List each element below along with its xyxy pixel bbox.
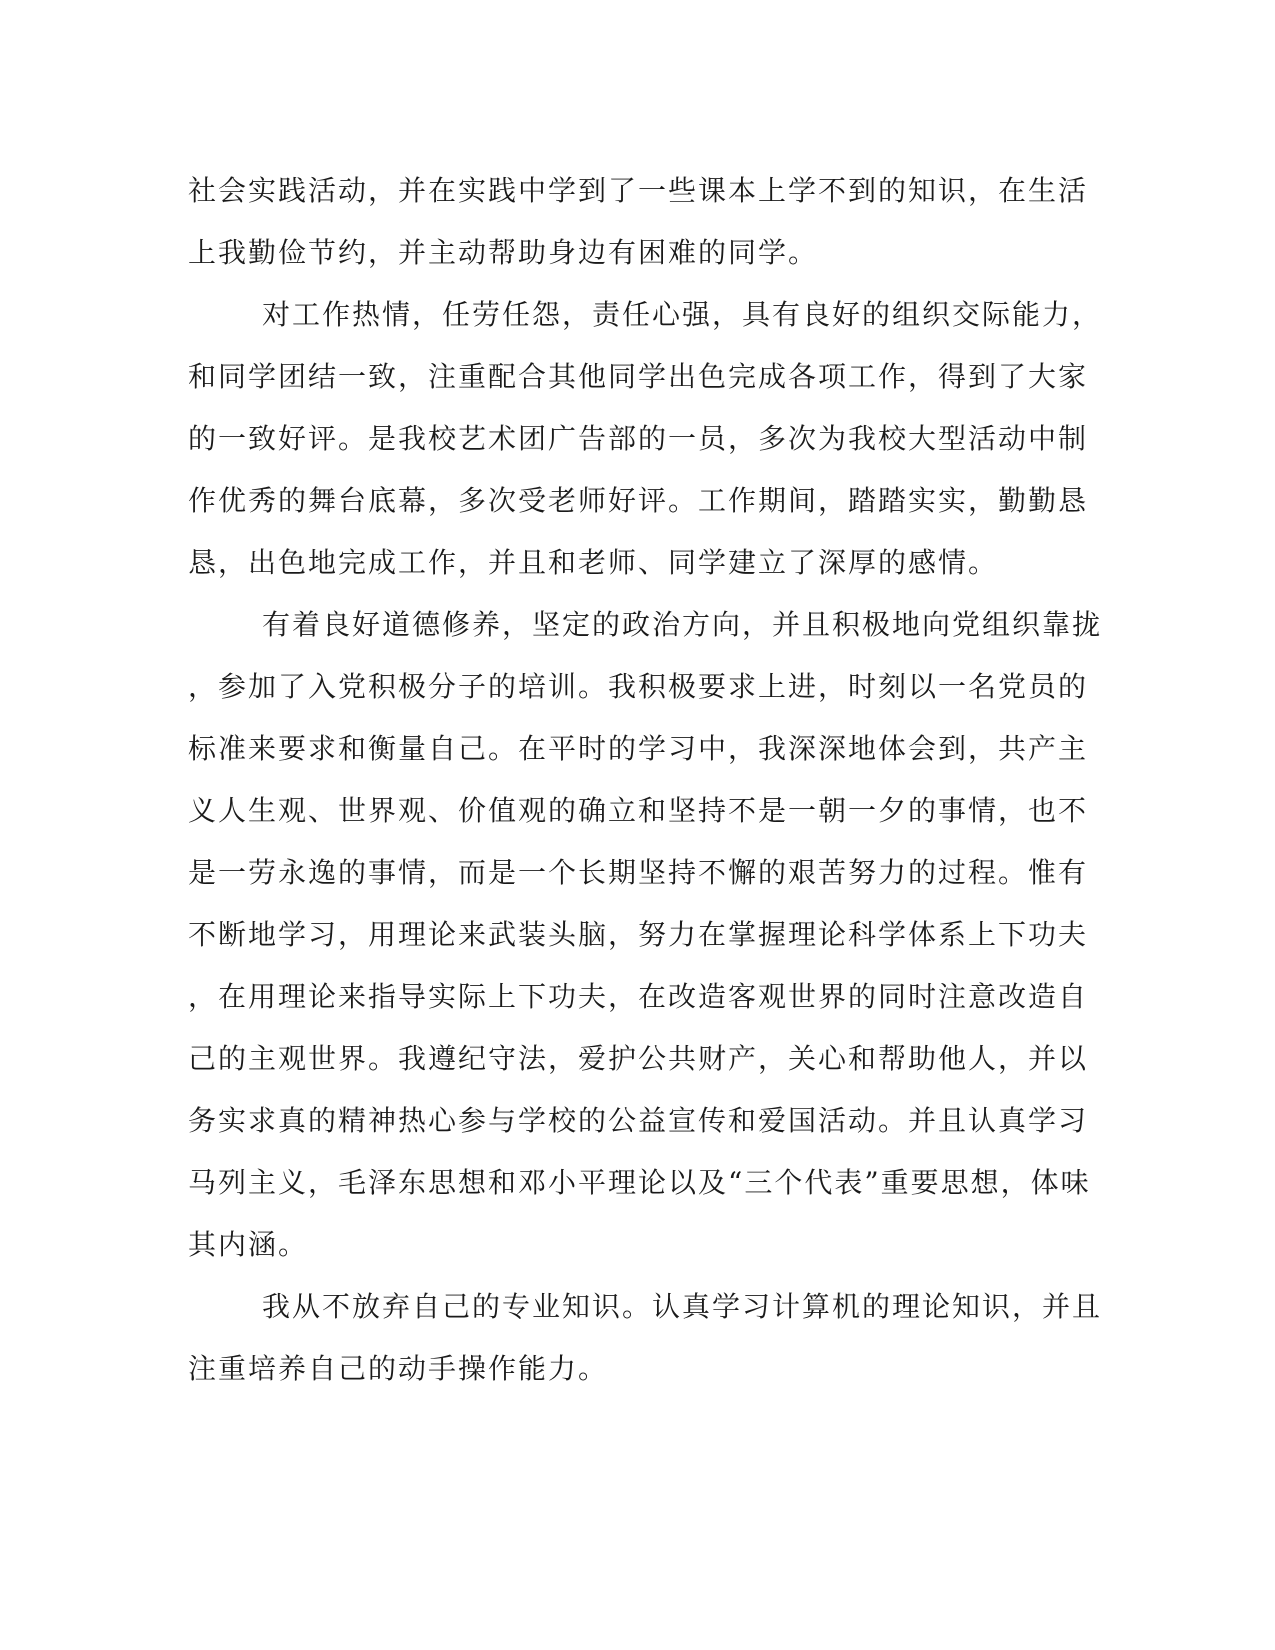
text-line: 马列主义，毛泽东思想和邓小平理论以及“三个代表”重要思想，体味 bbox=[188, 1166, 1091, 1199]
text-line: 上我勤俭节约，并主动帮助身边有困难的同学。 bbox=[188, 236, 819, 269]
paragraph-3 bbox=[188, 594, 1103, 1276]
text-line: 我从不放弃自己的专业知识。认真学习计算机的理论知识，并且 bbox=[262, 1290, 1103, 1323]
text-line: 其内涵。 bbox=[188, 1228, 309, 1261]
text-line: 务实求真的精神热心参与学校的公益宣传和爱国活动。并且认真学习 bbox=[188, 1104, 1089, 1137]
text-line: 社会实践活动，并在实践中学到了一些课本上学不到的知识，在生活 bbox=[188, 174, 1089, 207]
text-line: 作优秀的舞台底幕，多次受老师好评。工作期间，踏踏实实，勤勤恳 bbox=[188, 484, 1089, 517]
text-line: 和同学团结一致，注重配合其他同学出色完成各项工作，得到了大家 bbox=[188, 360, 1089, 393]
text-line: 恳，出色地完成工作，并且和老师、同学建立了深厚的感情。 bbox=[188, 546, 999, 579]
text-line: 是一劳永逸的事情，而是一个长期坚持不懈的艰苦努力的过程。惟有 bbox=[188, 856, 1089, 889]
text-line: 义人生观、世界观、价值观的确立和坚持不是一朝一夕的事情，也不 bbox=[188, 794, 1089, 827]
text-line: 有着良好道德修养，坚定的政治方向，并且积极地向党组织靠拢 bbox=[262, 608, 1103, 641]
text-line: ，参加了入党积极分子的培训。我积极要求上进，时刻以一名党员的 bbox=[188, 670, 1089, 703]
document-body bbox=[188, 160, 1103, 1400]
text-line: ，在用理论来指导实际上下功夫，在改造客观世界的同时注意改造自 bbox=[188, 980, 1089, 1013]
paragraph-2 bbox=[188, 284, 1103, 594]
text-line: 标准来要求和衡量自己。在平时的学习中，我深深地体会到，共产主 bbox=[188, 732, 1089, 765]
paragraph-4 bbox=[188, 1276, 1103, 1400]
text-line: 注重培养自己的动手操作能力。 bbox=[188, 1352, 609, 1385]
text-line: 不断地学习，用理论来武装头脑，努力在掌握理论科学体系上下功夫 bbox=[188, 918, 1089, 951]
paragraph-1 bbox=[188, 160, 1089, 284]
text-line: 对工作热情，任劳任怨，责任心强，具有良好的组织交际能力， bbox=[262, 298, 1103, 331]
text-line: 己的主观世界。我遵纪守法，爱护公共财产，关心和帮助他人，并以 bbox=[188, 1042, 1089, 1075]
text-line: 的一致好评。是我校艺术团广告部的一员，多次为我校大型活动中制 bbox=[188, 422, 1089, 455]
